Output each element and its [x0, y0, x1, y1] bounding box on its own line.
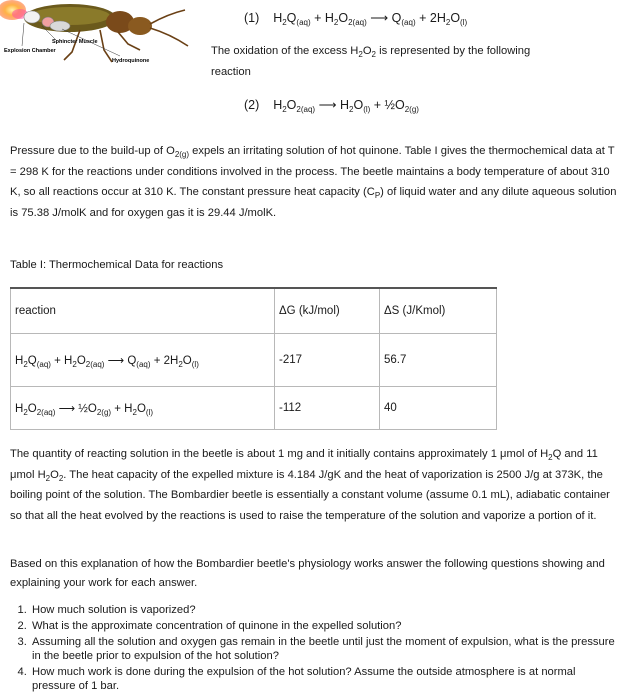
reaction-1-number: (1)	[244, 11, 260, 25]
quantity-paragraph: The quantity of reacting solution in the beetle is about 1 mg and it initially contains approximately 1 μmol of $H_2Q$ and 11 μmol $H_2O_2$. The heat capacity of the expelled mixture is 4.184 J/gK and the heat of vaporization is 2500 J/g at 373K, the boiling point of the solution. The Bombardier beetle is essentially a constant volume (assume 0.1 mL), adiabatic container so that all the heat evolved by the reactions is used to raise the temperature of the solution and vaporize a portion of it.	[10, 448, 610, 522]
table-row	[11, 334, 497, 387]
row-2-delta-g: -112	[275, 387, 380, 430]
thermo-table	[10, 287, 497, 430]
row-1-reaction: $H_2Q_{(aq)} + H_2O_{2(aq)}$ ⟶ $Q_{(aq)} + 2H_2O_{(l)}$	[11, 334, 275, 387]
intro-paragraph: Pressure due to the build-up of $O_{2(g)}$ expels an irritating solution of hot quinone. Table I gives the thermochemical data at T = 298 K for the reactions under conditions involved in the process. The beetle maintains a body temperature of about 310 K, so all reactions occur at 310 K. The constant pressure heat capacity $(C_P)$ of liquid water and any dilute aqueous solution is 75.38 J/molK and for oxygen gas it is 29.44 J/molK.	[10, 145, 617, 219]
row-1-delta-s: 56.7	[380, 334, 497, 387]
table-header-row	[11, 288, 497, 334]
question-1: 1. How much solution is vaporized?	[30, 603, 616, 617]
reaction-1	[244, 10, 467, 25]
sphincter-label: Sphincter Muscle	[52, 39, 98, 45]
questions-list	[12, 603, 616, 695]
instructions-paragraph: Based on this explanation of how the Bombardier beetle's physiology works answer the following questions showing and explaining your work for each answer.	[10, 558, 605, 589]
header-delta-s: ΔS (J/Kmol)	[380, 288, 497, 334]
reaction-2-equation: $H_2O_{2(aq)}$ ⟶ $H_2O_{(l)}$ + $\frac{1}{2}O_{2(g)}$	[273, 98, 419, 114]
reaction-2-number: (2)	[244, 98, 260, 112]
reaction-2	[244, 97, 419, 112]
beetle-diagram	[0, 0, 210, 72]
header-reaction: reaction	[11, 288, 275, 334]
row-2-reaction: $H_2O_{2(aq)}$ ⟶ $\frac{1}{2}O_{2(g)} + H_2O_{(l)}$	[11, 387, 275, 430]
question-2: 2. What is the approximate concentration of quinone in the expelled solution?	[30, 619, 616, 633]
hydroquinone-label: Hydroquinone	[112, 58, 150, 64]
question-3: 3. Assuming all the solution and oxygen gas remain in the beetle until just the moment of expulsion, what is the pressure in the beetle prior to expulsion of the hot solution?	[30, 635, 616, 663]
question-4: 4. How much work is done during the expulsion of the hot solution? Assume the outside atmosphere is at normal pressure of 1 bar.	[30, 665, 616, 693]
row-2-delta-s: 40	[380, 387, 497, 430]
oxidation-text	[211, 41, 621, 82]
table-row	[11, 387, 497, 430]
oxidation-line-1: The oxidation of the excess $H_2O_2$ is represented by the following	[211, 45, 531, 59]
reaction-1-equation: $H_2Q_{(aq)} + H_2O_{2(aq)}$ ⟶ $Q_{(aq)} + 2H_2O_{(l)}$	[273, 11, 468, 27]
oxidation-line-2: reaction	[211, 65, 251, 78]
header-delta-g: ΔG (kJ/mol)	[275, 288, 380, 334]
explosion-chamber-label: Explosion Chamber	[4, 48, 56, 54]
table-caption: Table I: Thermochemical Data for reactions	[10, 259, 224, 271]
row-1-delta-g: -217	[275, 334, 380, 387]
